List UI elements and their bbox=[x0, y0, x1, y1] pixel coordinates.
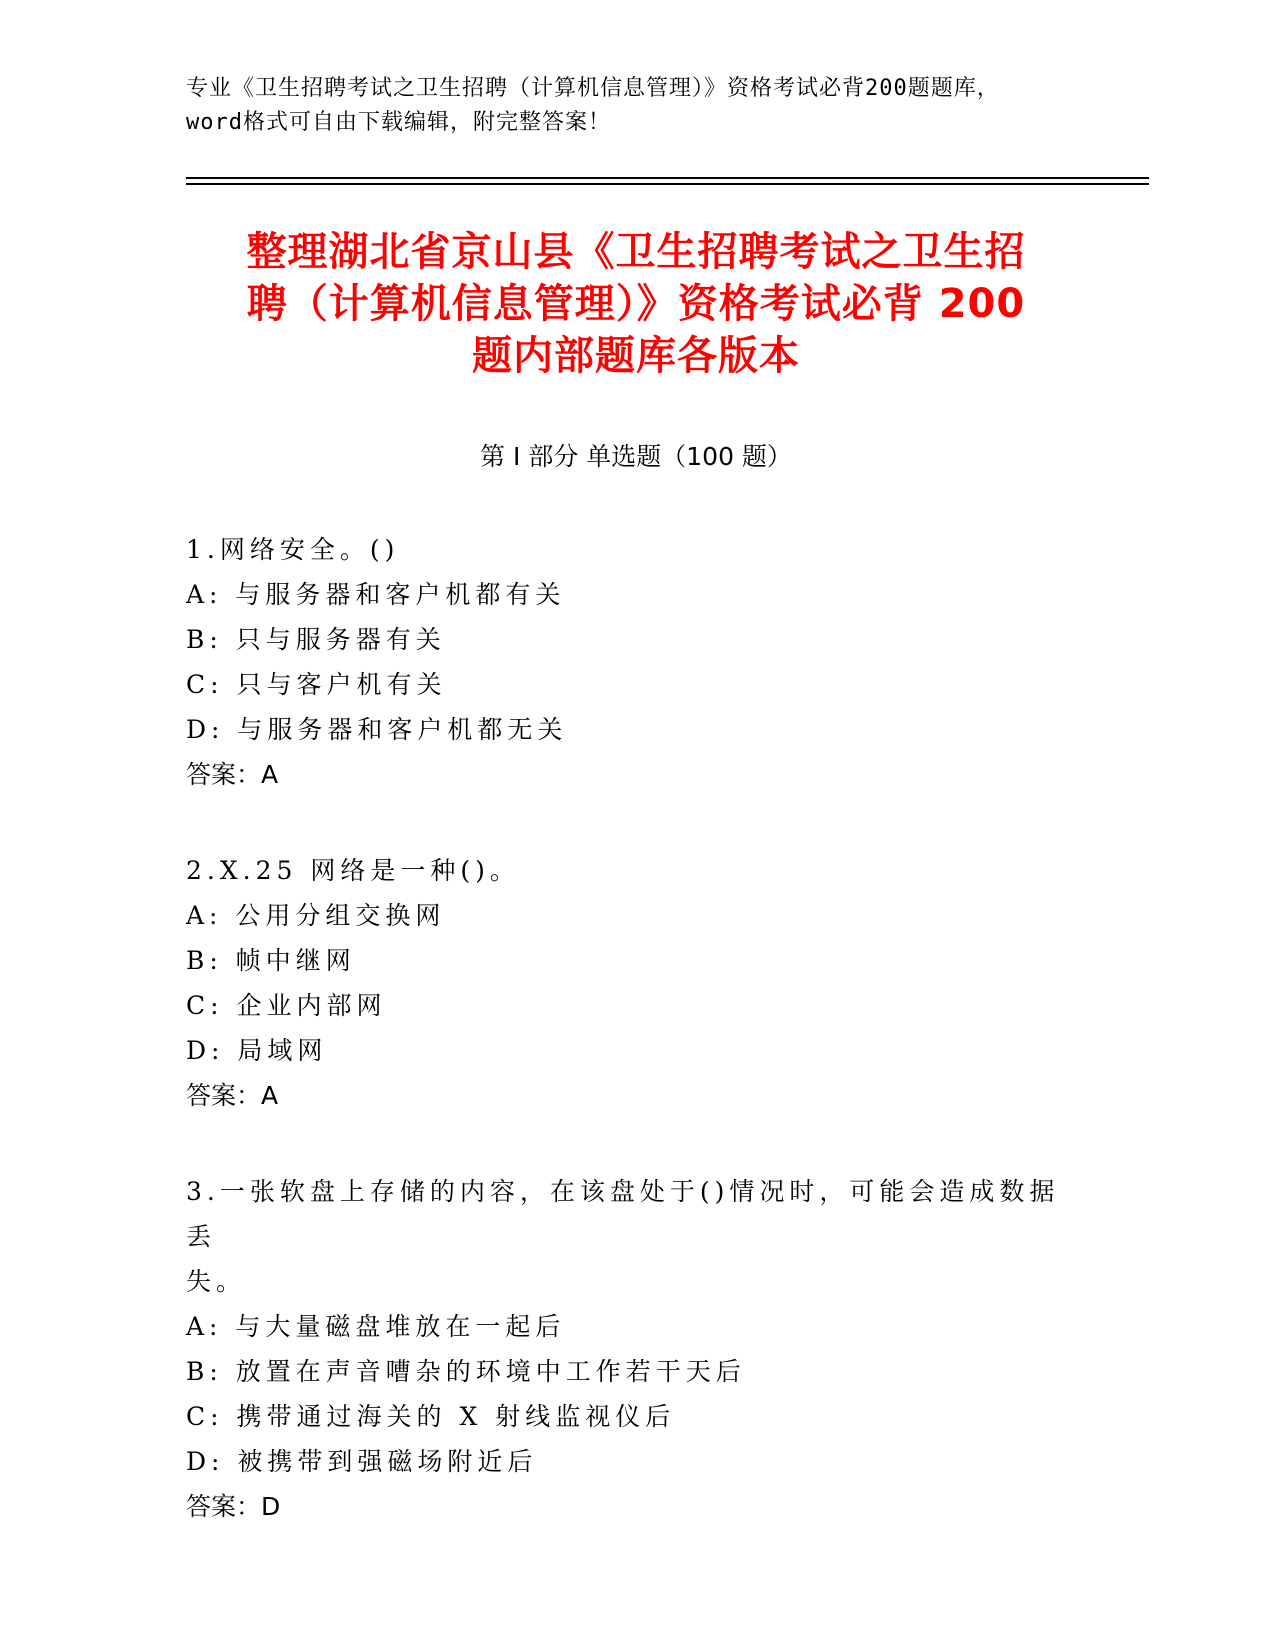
header-note-line: 专业《卫生招聘考试之卫生招聘（计算机信息管理）》资格考试必背200题题库， bbox=[186, 76, 1000, 101]
document-title bbox=[186, 226, 1086, 382]
question-2 bbox=[186, 848, 1086, 1118]
option-a: A: 公用分组交换网 bbox=[186, 901, 446, 930]
header-divider-bottom bbox=[186, 183, 1149, 185]
section-title: 第 I 部分 单选题（100 题） bbox=[480, 442, 792, 471]
header-divider-top bbox=[186, 177, 1149, 179]
option-d: D: 局域网 bbox=[186, 1036, 328, 1065]
answer: 答案：A bbox=[186, 1081, 279, 1110]
document-title-line: 题内部题库各版本 bbox=[472, 333, 800, 379]
option-b: B: 放置在声音嘈杂的环境中工作若干天后 bbox=[186, 1357, 746, 1386]
option-d: D: 与服务器和客户机都无关 bbox=[186, 715, 568, 744]
document-title-line: 整理湖北省京山县《卫生招聘考试之卫生招 bbox=[246, 229, 1026, 275]
option-c: C: 携带通过海关的 X 射线监视仪后 bbox=[186, 1402, 676, 1431]
option-a: A: 与服务器和客户机都有关 bbox=[186, 580, 566, 609]
option-d: D: 被携带到强磁场附近后 bbox=[186, 1447, 538, 1476]
document-title-line: 聘（计算机信息管理）》资格考试必背 200 bbox=[246, 281, 1026, 327]
option-b: B: 帧中继网 bbox=[186, 946, 356, 975]
option-c: C: 企业内部网 bbox=[186, 991, 387, 1020]
answer: 答案：A bbox=[186, 760, 279, 789]
option-b: B: 只与服务器有关 bbox=[186, 625, 446, 654]
question-stem: 3.一张软盘上存储的内容，在该盘处于()情况时，可能会造成数据丢 bbox=[186, 1177, 1060, 1251]
question-1 bbox=[186, 527, 1086, 797]
header-note-line: word格式可自由下载编辑，附完整答案！ bbox=[186, 110, 611, 135]
option-c: C: 只与客户机有关 bbox=[186, 670, 447, 699]
question-stem: 1.网络安全。() bbox=[186, 535, 400, 564]
option-a: A: 与大量磁盘堆放在一起后 bbox=[186, 1312, 566, 1341]
question-list bbox=[186, 527, 1086, 1580]
question-3 bbox=[186, 1169, 1086, 1529]
answer: 答案：D bbox=[186, 1492, 281, 1521]
header-note bbox=[186, 72, 1086, 140]
question-stem-continued: 失。 bbox=[186, 1267, 247, 1296]
question-stem: 2.X.25 网络是一种()。 bbox=[186, 856, 520, 885]
